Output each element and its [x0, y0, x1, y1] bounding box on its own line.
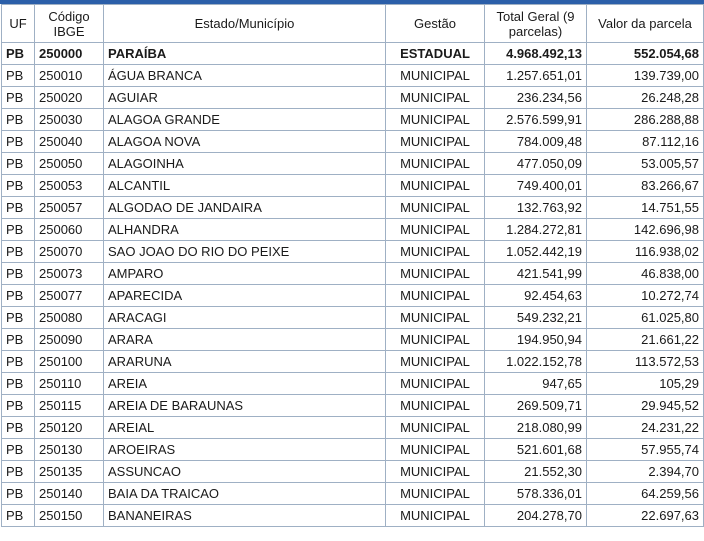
table-row: [2, 505, 704, 527]
cell-estado-municipio: PARAÍBA: [104, 43, 386, 65]
cell-total-geral: 477.050,09: [485, 153, 587, 175]
cell-valor-parcela: 46.838,00: [587, 263, 704, 285]
cell-uf: PB: [2, 505, 35, 527]
cell-valor-parcela: 286.288,88: [587, 109, 704, 131]
cell-gestao: MUNICIPAL: [386, 395, 485, 417]
table-row: [2, 263, 704, 285]
cell-total-geral: 218.080,99: [485, 417, 587, 439]
table-row: [2, 65, 704, 87]
table-row: [2, 285, 704, 307]
cell-uf: PB: [2, 373, 35, 395]
cell-uf: PB: [2, 351, 35, 373]
cell-codigo-ibge: 250150: [35, 505, 104, 527]
col-header-codigo-ibge: Código IBGE: [35, 5, 104, 43]
cell-uf: PB: [2, 219, 35, 241]
cell-codigo-ibge: 250080: [35, 307, 104, 329]
cell-estado-municipio: AREIA: [104, 373, 386, 395]
cell-gestao: ESTADUAL: [386, 43, 485, 65]
table-row: [2, 351, 704, 373]
cell-gestao: MUNICIPAL: [386, 197, 485, 219]
cell-codigo-ibge: 250070: [35, 241, 104, 263]
cell-codigo-ibge: 250020: [35, 87, 104, 109]
cell-total-geral: 132.763,92: [485, 197, 587, 219]
cell-codigo-ibge: 250110: [35, 373, 104, 395]
cell-valor-parcela: 26.248,28: [587, 87, 704, 109]
cell-total-geral: 236.234,56: [485, 87, 587, 109]
cell-valor-parcela: 142.696,98: [587, 219, 704, 241]
cell-codigo-ibge: 250090: [35, 329, 104, 351]
cell-total-geral: 21.552,30: [485, 461, 587, 483]
cell-valor-parcela: 2.394,70: [587, 461, 704, 483]
table-row: [2, 109, 704, 131]
cell-uf: PB: [2, 65, 35, 87]
cell-gestao: MUNICIPAL: [386, 87, 485, 109]
table-row: [2, 439, 704, 461]
cell-uf: PB: [2, 109, 35, 131]
cell-estado-municipio: AREIA DE BARAUNAS: [104, 395, 386, 417]
cell-codigo-ibge: 250073: [35, 263, 104, 285]
cell-uf: PB: [2, 241, 35, 263]
cell-valor-parcela: 10.272,74: [587, 285, 704, 307]
table-row: [2, 197, 704, 219]
cell-estado-municipio: AMPARO: [104, 263, 386, 285]
table-row: [2, 87, 704, 109]
cell-total-geral: 204.278,70: [485, 505, 587, 527]
cell-gestao: MUNICIPAL: [386, 351, 485, 373]
cell-uf: PB: [2, 439, 35, 461]
cell-valor-parcela: 61.025,80: [587, 307, 704, 329]
cell-total-geral: 194.950,94: [485, 329, 587, 351]
cell-gestao: MUNICIPAL: [386, 483, 485, 505]
cell-gestao: MUNICIPAL: [386, 131, 485, 153]
table-row: [2, 153, 704, 175]
cell-valor-parcela: 83.266,67: [587, 175, 704, 197]
table-row: [2, 483, 704, 505]
cell-estado-municipio: ALHANDRA: [104, 219, 386, 241]
cell-codigo-ibge: 250030: [35, 109, 104, 131]
cell-uf: PB: [2, 395, 35, 417]
cell-valor-parcela: 139.739,00: [587, 65, 704, 87]
cell-gestao: MUNICIPAL: [386, 219, 485, 241]
cell-uf: PB: [2, 307, 35, 329]
cell-codigo-ibge: 250140: [35, 483, 104, 505]
cell-estado-municipio: ALGODAO DE JANDAIRA: [104, 197, 386, 219]
cell-total-geral: 549.232,21: [485, 307, 587, 329]
cell-codigo-ibge: 250040: [35, 131, 104, 153]
cell-gestao: MUNICIPAL: [386, 307, 485, 329]
cell-uf: PB: [2, 329, 35, 351]
table-row: [2, 131, 704, 153]
cell-total-geral: 2.576.599,91: [485, 109, 587, 131]
cell-total-geral: 947,65: [485, 373, 587, 395]
cell-codigo-ibge: 250010: [35, 65, 104, 87]
table-body: [2, 43, 704, 527]
cell-estado-municipio: ARARA: [104, 329, 386, 351]
cell-estado-municipio: BAIA DA TRAICAO: [104, 483, 386, 505]
cell-total-geral: 269.509,71: [485, 395, 587, 417]
cell-estado-municipio: ASSUNCAO: [104, 461, 386, 483]
cell-total-geral: 784.009,48: [485, 131, 587, 153]
cell-codigo-ibge: 250135: [35, 461, 104, 483]
cell-gestao: MUNICIPAL: [386, 461, 485, 483]
cell-gestao: MUNICIPAL: [386, 109, 485, 131]
cell-estado-municipio: ÁGUA BRANCA: [104, 65, 386, 87]
cell-codigo-ibge: 250130: [35, 439, 104, 461]
cell-estado-municipio: ALAGOA NOVA: [104, 131, 386, 153]
table-row: [2, 241, 704, 263]
cell-uf: PB: [2, 263, 35, 285]
cell-total-geral: 1.022.152,78: [485, 351, 587, 373]
table-row: [2, 307, 704, 329]
cell-valor-parcela: 116.938,02: [587, 241, 704, 263]
col-header-gestao: Gestão: [386, 5, 485, 43]
cell-valor-parcela: 14.751,55: [587, 197, 704, 219]
cell-gestao: MUNICIPAL: [386, 153, 485, 175]
cell-uf: PB: [2, 131, 35, 153]
transfer-table: [1, 4, 704, 527]
cell-valor-parcela: 552.054,68: [587, 43, 704, 65]
cell-estado-municipio: ALCANTIL: [104, 175, 386, 197]
cell-valor-parcela: 113.572,53: [587, 351, 704, 373]
cell-gestao: MUNICIPAL: [386, 65, 485, 87]
cell-estado-municipio: BANANEIRAS: [104, 505, 386, 527]
cell-codigo-ibge: 250050: [35, 153, 104, 175]
cell-estado-municipio: APARECIDA: [104, 285, 386, 307]
cell-estado-municipio: ALAGOA GRANDE: [104, 109, 386, 131]
cell-valor-parcela: 53.005,57: [587, 153, 704, 175]
cell-gestao: MUNICIPAL: [386, 241, 485, 263]
cell-valor-parcela: 29.945,52: [587, 395, 704, 417]
cell-uf: PB: [2, 197, 35, 219]
cell-uf: PB: [2, 285, 35, 307]
table-row: [2, 329, 704, 351]
table-row: [2, 417, 704, 439]
col-header-valor-parcela: Valor da parcela: [587, 5, 704, 43]
cell-total-geral: 4.968.492,13: [485, 43, 587, 65]
cell-uf: PB: [2, 175, 35, 197]
cell-codigo-ibge: 250053: [35, 175, 104, 197]
cell-codigo-ibge: 250120: [35, 417, 104, 439]
cell-estado-municipio: AREIAL: [104, 417, 386, 439]
cell-uf: PB: [2, 153, 35, 175]
cell-total-geral: 1.052.442,19: [485, 241, 587, 263]
cell-gestao: MUNICIPAL: [386, 417, 485, 439]
cell-uf: PB: [2, 417, 35, 439]
col-header-estado-municipio: Estado/Município: [104, 5, 386, 43]
cell-estado-municipio: ARARUNA: [104, 351, 386, 373]
cell-uf: PB: [2, 461, 35, 483]
cell-gestao: MUNICIPAL: [386, 263, 485, 285]
cell-valor-parcela: 87.112,16: [587, 131, 704, 153]
cell-codigo-ibge: 250060: [35, 219, 104, 241]
table-row: [2, 373, 704, 395]
cell-gestao: MUNICIPAL: [386, 373, 485, 395]
cell-codigo-ibge: 250057: [35, 197, 104, 219]
cell-uf: PB: [2, 43, 35, 65]
cell-uf: PB: [2, 87, 35, 109]
cell-total-geral: 92.454,63: [485, 285, 587, 307]
table-row: [2, 175, 704, 197]
cell-valor-parcela: 105,29: [587, 373, 704, 395]
cell-uf: PB: [2, 483, 35, 505]
cell-codigo-ibge: 250000: [35, 43, 104, 65]
cell-total-geral: 749.400,01: [485, 175, 587, 197]
cell-estado-municipio: AGUIAR: [104, 87, 386, 109]
cell-gestao: MUNICIPAL: [386, 329, 485, 351]
cell-valor-parcela: 64.259,56: [587, 483, 704, 505]
cell-codigo-ibge: 250115: [35, 395, 104, 417]
cell-gestao: MUNICIPAL: [386, 505, 485, 527]
col-header-uf: UF: [2, 5, 35, 43]
cell-gestao: MUNICIPAL: [386, 175, 485, 197]
cell-valor-parcela: 22.697,63: [587, 505, 704, 527]
table-row: [2, 219, 704, 241]
cell-total-geral: 1.284.272,81: [485, 219, 587, 241]
header-row: [2, 5, 704, 43]
cell-total-geral: 421.541,99: [485, 263, 587, 285]
cell-valor-parcela: 21.661,22: [587, 329, 704, 351]
cell-estado-municipio: AROEIRAS: [104, 439, 386, 461]
cell-estado-municipio: ALAGOINHA: [104, 153, 386, 175]
cell-total-geral: 578.336,01: [485, 483, 587, 505]
table-row: [2, 461, 704, 483]
cell-valor-parcela: 57.955,74: [587, 439, 704, 461]
cell-codigo-ibge: 250100: [35, 351, 104, 373]
table-row: [2, 395, 704, 417]
col-header-total-geral: Total Geral (9 parcelas): [485, 5, 587, 43]
cell-codigo-ibge: 250077: [35, 285, 104, 307]
cell-valor-parcela: 24.231,22: [587, 417, 704, 439]
cell-gestao: MUNICIPAL: [386, 285, 485, 307]
cell-total-geral: 1.257.651,01: [485, 65, 587, 87]
cell-total-geral: 521.601,68: [485, 439, 587, 461]
table-row-state: [2, 43, 704, 65]
cell-estado-municipio: SAO JOAO DO RIO DO PEIXE: [104, 241, 386, 263]
cell-gestao: MUNICIPAL: [386, 439, 485, 461]
cell-estado-municipio: ARACAGI: [104, 307, 386, 329]
